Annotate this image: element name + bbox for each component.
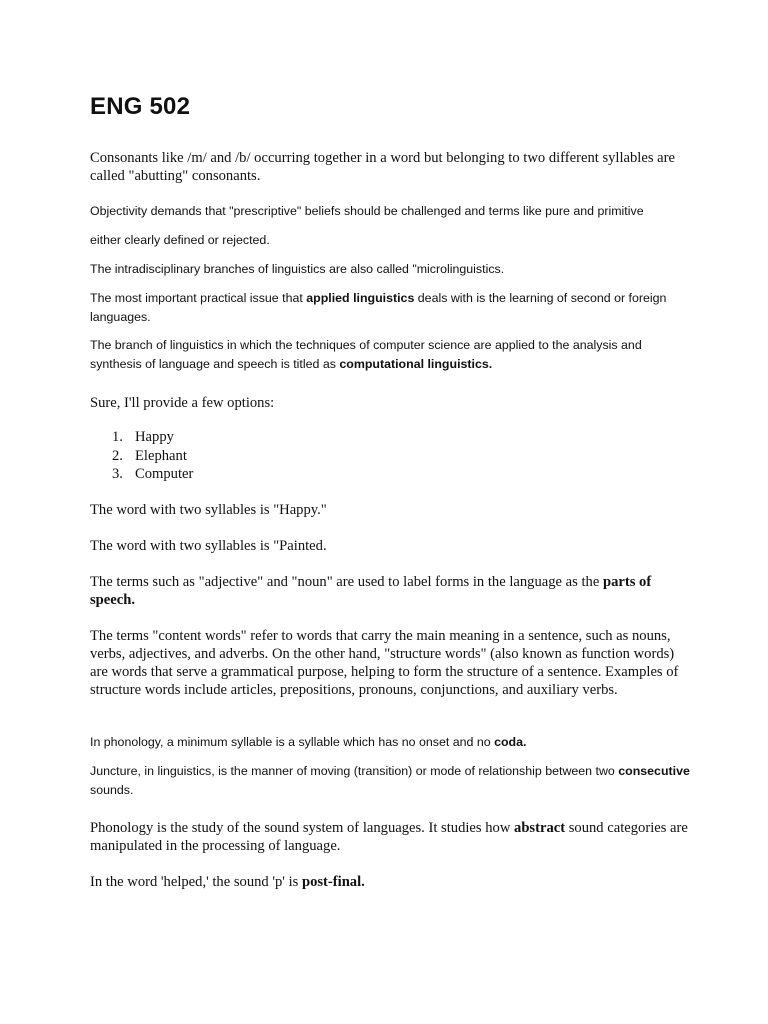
paragraph-objectivity-line2: either clearly defined or rejected. — [90, 233, 270, 247]
list-number: 3. — [112, 466, 123, 482]
text-span: Phonology is the study of the sound system of languages. It studies how — [90, 820, 515, 836]
text-span: Juncture, in linguistics, is the manner of moving (transition) or mode of relationship between two — [90, 764, 619, 778]
list-item-text: Happy — [135, 429, 174, 445]
options-list — [90, 428, 193, 484]
paragraph-objectivity-line1: Objectivity demands that "prescriptive" beliefs should be challenged and terms like pure and primitive — [90, 204, 644, 218]
list-number: 1. — [112, 429, 123, 445]
text-span: The most important practical issue that — [90, 291, 307, 305]
paragraph-abutting-consonants: Consonants like /m/ and /b/ occurring together in a word but belonging to two different syllables are called "abutting" consonants. — [90, 150, 675, 184]
bold-term: consecutive — [618, 764, 690, 778]
paragraph-computational-linguistics — [90, 336, 690, 374]
text-span: sounds. — [90, 783, 134, 797]
list-item-text: Elephant — [135, 447, 187, 464]
document-title: ENG 502 — [90, 93, 191, 120]
bold-term: parts of speech. — [90, 574, 652, 608]
paragraph-happy: The word with two syllables is "Happy." — [90, 502, 327, 518]
bold-term: coda. — [494, 735, 527, 749]
bold-term: abstract — [514, 820, 566, 836]
paragraph-microlinguistics: The intradisciplinary branches of linguistics are also called "microlinguistics. — [90, 262, 505, 276]
paragraph-phonology — [90, 819, 690, 855]
paragraph-parts-of-speech — [90, 573, 690, 609]
list-item-text: Computer — [135, 466, 194, 482]
text-span: deals with is the learning of second or foreign languages. — [90, 291, 667, 324]
text-span: The branch of linguistics in which the techniques of computer science are applied to the analysis and synthesis of language and speech is titled as — [90, 338, 642, 371]
bold-term: computational linguistics. — [339, 357, 493, 371]
text-span: In the word 'helped,' the sound 'p' is — [90, 874, 302, 890]
list-number: 2. — [112, 447, 123, 464]
text-span: The terms such as "adjective" and "noun" are used to label forms in the language as the — [90, 574, 603, 590]
paragraph-content-words: The terms "content words" refer to words that carry the main meaning in a sentence, such as nouns, verbs, adjectives, and adverbs. On the other hand, "structure words" (also known as function words) are words that serve a grammatical purpose, helping to form the structure of a sentence. Examples of structure words include articles, prepositions, pronouns, conjunctions, and auxiliary verbs. — [90, 628, 679, 698]
bold-term: applied linguistics — [306, 291, 415, 305]
bold-term: post-final. — [301, 874, 365, 890]
paragraph-helped — [90, 873, 690, 891]
list-item — [90, 428, 193, 447]
list-item — [90, 465, 193, 484]
paragraph-minimum-syllable — [90, 733, 690, 752]
paragraph-painted: The word with two syllables is "Painted. — [90, 538, 327, 554]
paragraph-juncture — [90, 762, 690, 800]
list-item — [90, 447, 193, 466]
paragraph-options-intro: Sure, I'll provide a few options: — [90, 395, 275, 411]
text-span: sound categories are manipulated in the processing of language. — [90, 820, 688, 854]
paragraph-applied-linguistics — [90, 289, 690, 327]
text-span: In phonology, a minimum syllable is a syllable which has no onset and no — [90, 735, 495, 749]
